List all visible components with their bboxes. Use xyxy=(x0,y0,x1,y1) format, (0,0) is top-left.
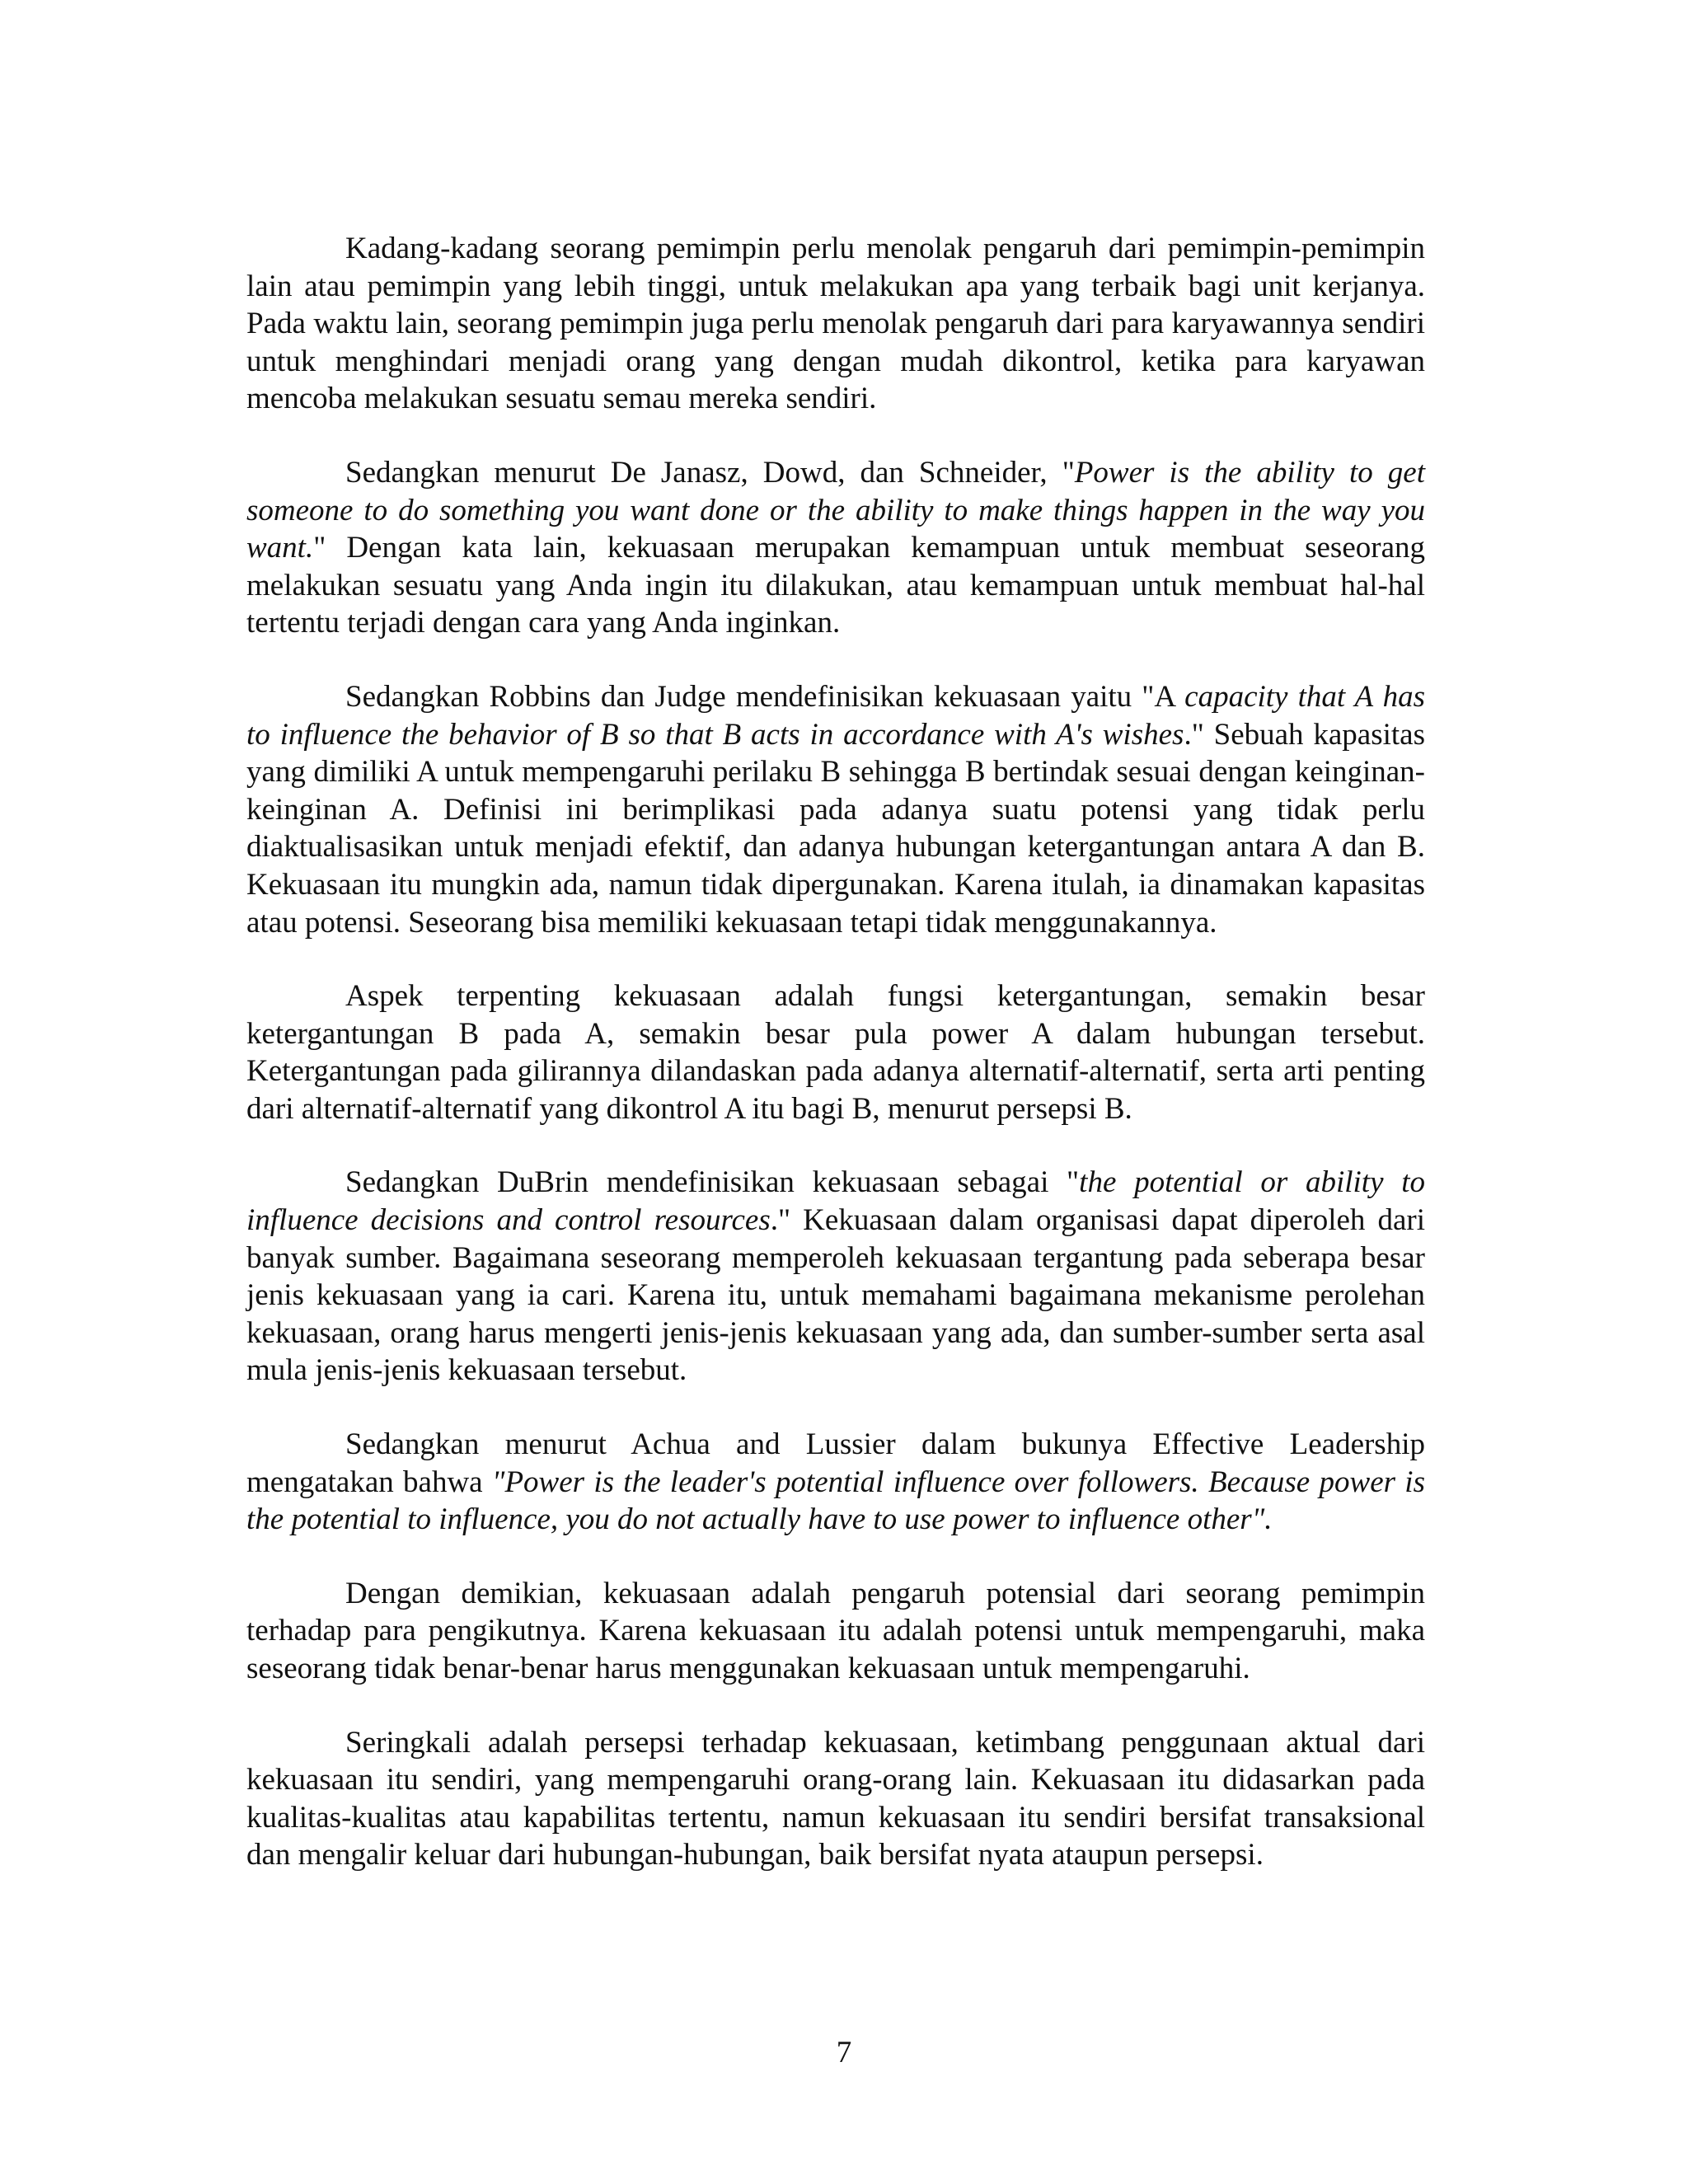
paragraph-2-segment-1: Sedangkan menurut De Janasz, Dowd, dan Schneider, " xyxy=(345,455,1075,490)
paragraph-7 xyxy=(246,1575,1425,1688)
paragraph-3-segment-1: Sedangkan Robbins dan Judge mendefinisikan kekuasaan yaitu "A xyxy=(345,679,1185,714)
paragraph-1-segment-1: Kadang-kadang seorang pemimpin perlu menolak pengaruh dari pemimpin-pemimpin lain atau pemimpin yang lebih tinggi, untuk melakukan apa yang terbaik bagi unit kerjanya. Pada waktu lain, seorang pemimpin juga perlu menolak pengaruh dari para karyawannya sendiri untuk menghindari menjadi orang yang dengan mudah dikontrol, ketika para karyawan mencoba melakukan sesuatu semau mereka sendiri. xyxy=(246,232,1425,416)
paragraph-6 xyxy=(246,1426,1425,1539)
page-number: 7 xyxy=(836,2036,852,2069)
paragraph-1 xyxy=(246,230,1425,418)
paragraph-2 xyxy=(246,454,1425,642)
paragraph-3-segment-3: ." Sebuah kapasitas yang dimiliki A untuk mempengaruhi perilaku B sehingga B bertindak sesuai dengan keinginan-keinginan A. Definisi ini berimplikasi pada adanya suatu potensi yang tidak perlu diaktualisasikan untuk menjadi efektif, dan adanya hubungan ketergantungan antara A dan B. Kekuasaan itu mungkin ada, namun tidak dipergunakan. Karena itulah, ia dinamakan kapasitas atau potensi. Seseorang bisa memiliki kekuasaan tetapi tidak menggunakannya. xyxy=(246,717,1425,940)
paragraph-6-segment-1: Sedangkan menurut Achua and Lussier dalam bukunya Effective Leadership mengatakan bahwa xyxy=(246,1427,1425,1499)
paragraph-6-quote: "Power is the leader's potential influence over followers. Because power is the potential to influence, you do not actually have to use power to influence other". xyxy=(246,1465,1425,1537)
paragraph-8-segment-1: Seringkali adalah persepsi terhadap kekuasaan, ketimbang penggunaan aktual dari kekuasaan itu sendiri, yang mempengaruhi orang-orang lain. Kekuasaan itu didasarkan pada kualitas-kualitas atau kapabilitas tertentu, namun kekuasaan itu sendiri bersifat transaksional dan mengalir keluar dari hubungan-hubungan, baik bersifat nyata ataupun persepsi. xyxy=(246,1725,1425,1872)
paragraph-3-quote: capacity that A has to influence the behavior of B so that B acts in accordance with A's wishes xyxy=(246,679,1425,752)
paragraph-7-segment-1: Dengan demikian, kekuasaan adalah pengaruh potensial dari seorang pemimpin terhadap para pengikutnya. Karena kekuasaan itu adalah potensi untuk mempengaruhi, maka seseorang tidak benar-benar harus menggunakan kekuasaan untuk mempengaruhi. xyxy=(246,1576,1425,1685)
paragraph-2-segment-3: " Dengan kata lain, kekuasaan merupakan kemampuan untuk membuat seseorang melakukan sesuatu yang Anda ingin itu dilakukan, atau kemampuan untuk membuat hal-hal tertentu terjadi dengan cara yang Anda inginkan. xyxy=(246,531,1425,640)
paragraph-5-segment-1: Sedangkan DuBrin mendefinisikan kekuasaan sebagai " xyxy=(345,1165,1080,1200)
paragraph-5 xyxy=(246,1164,1425,1390)
paragraph-5-quote: the potential or ability to influence decisions and control resources xyxy=(246,1165,1425,1238)
paragraph-8 xyxy=(246,1724,1425,1874)
paragraph-4-segment-1: Aspek terpenting kekuasaan adalah fungsi ketergantungan, semakin besar ketergantungan B pada A, semakin besar pula power A dalam hubungan tersebut. Ketergantungan pada gilirannya dilandaskan pada adanya alternatif-alternatif, serta arti penting dari alternatif-alternatif yang dikontrol A itu bagi B, menurut persepsi B. xyxy=(246,979,1425,1126)
paragraph-3 xyxy=(246,678,1425,941)
body-text xyxy=(246,230,1425,1874)
paragraph-4 xyxy=(246,977,1425,1127)
paragraph-2-quote: Power is the ability to get someone to do something you want done or the ability to make things happen in the way you want. xyxy=(246,455,1425,565)
paragraph-5-segment-3: ." Kekuasaan dalam organisasi dapat diperoleh dari banyak sumber. Bagaimana seseorang memperoleh kekuasaan tergantung pada seberapa besar jenis kekuasaan yang ia cari. Karena itu, untuk memahami bagaimana mekanisme perolehan kekuasaan, orang harus mengerti jenis-jenis kekuasaan yang ada, dan sumber-sumber serta asal mula jenis-jenis kekuasaan tersebut. xyxy=(246,1203,1426,1388)
